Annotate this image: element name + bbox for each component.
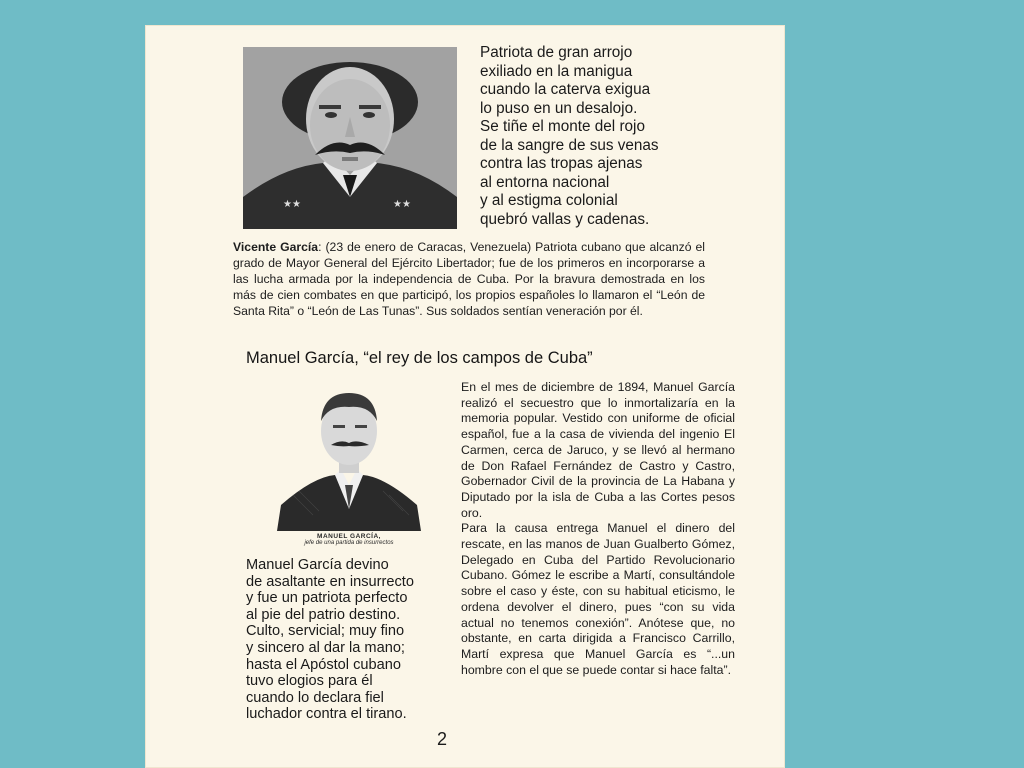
poem-line: lo puso en un desalojo.: [480, 99, 638, 117]
poem-line: Culto, servicial; muy fino: [246, 623, 405, 640]
poem-line: tuvo elogios para él: [246, 673, 373, 690]
caption-name: MANUEL GARCÍA,: [317, 533, 381, 540]
poem-line: Manuel García devino: [246, 557, 389, 573]
poem-line: quebró vallas y cadenas.: [480, 210, 650, 228]
poem-line: al pie del patrio destino.: [246, 606, 401, 623]
vicente-garcia-portrait: [243, 47, 457, 229]
poem-line: y fue un patriota perfecto: [246, 590, 408, 607]
poem-line: Se tiñe el monte del rojo: [480, 118, 645, 135]
poem-line: contra las tropas ajenas: [480, 155, 643, 172]
portrait-caption: [273, 533, 425, 546]
poem-line: cuando lo declara fiel: [246, 689, 384, 706]
poem-line: Patriota de gran arrojo: [480, 44, 633, 61]
poem-line: cuando la caterva exigua: [480, 81, 651, 98]
poem-line: de la sangre de sus venas: [480, 136, 659, 154]
caption-subtitle: jefe de una partida de insurrectos: [304, 540, 394, 546]
svg-text:★★: ★★: [283, 199, 301, 210]
svg-text:★★: ★★: [393, 199, 411, 210]
poem-line: de asaltante en insurrecto: [246, 573, 414, 590]
document-page: [145, 25, 785, 768]
poem-line: y al estigma colonial: [480, 192, 618, 209]
poem-line: exiliado en la manigua: [480, 62, 633, 80]
poem-vicente-garcia: [480, 44, 659, 229]
bio-name: Vicente García: [233, 240, 319, 254]
section-heading: Manuel García, “el rey de los campos de Cuba”: [246, 349, 593, 367]
poem-line: al entorna nacional: [480, 173, 610, 191]
poem-line: y sincero al dar la mano;: [246, 639, 405, 656]
bio-text: : (23 de enero de Caracas, Venezuela) Patriota cubano que alcanzó el grado de Mayor General del Ejército Libertador; fue de los primeros en incorporarse a las lucha armada por la independencia de Cuba. Por la bravura demostrada en los más de cien combates en que participó, los propios españoles lo llamaron el “León de Santa Rita” o “León de Las Tunas”. Sus soldados sentían veneración por él.: [233, 240, 705, 318]
story-paragraph: En el mes de diciembre de 1894, Manuel García realizó el secuestro que lo inmortalizaría en la memoria popular. Vestido con uniforme de oficial español, fue a la casa de vivienda del ingenio El Carmen, cerca de Jaruco, y se llevó al hermano de Don Rafael Fernández de Castro y Castro, Gobernador Civil de la provincia de La Habana y Diputado por la isla de Cuba a las Cortes pesos oro.: [461, 380, 735, 520]
poem-line: luchador contra el tirano.: [246, 706, 407, 723]
poem-line: hasta el Apóstol cubano: [246, 656, 401, 673]
vicente-garcia-biography: [233, 239, 705, 319]
manuel-garcia-portrait: [273, 385, 425, 531]
manuel-garcia-story: [461, 380, 735, 678]
story-paragraph: Para la causa entrega Manuel el dinero del rescate, en las manos de Juan Gualberto Gómez, Delegado en Cuba del Partido Revolucionario Cubano. Gómez le escribe a Martí, consultándole sobre el caso y éste, con su habitual eticismo, le ordena devolver el dinero, pues “con su vida actual no tenemos conexión”. Anótese que, no obstante, en carta dirigida a Francisco Carrillo, Martí expresa que Manuel García es “...un hombre con el que se puede contar si hace falta”.: [461, 521, 735, 677]
page-number: 2: [437, 729, 448, 749]
poem-manuel-garcia: [246, 557, 414, 723]
